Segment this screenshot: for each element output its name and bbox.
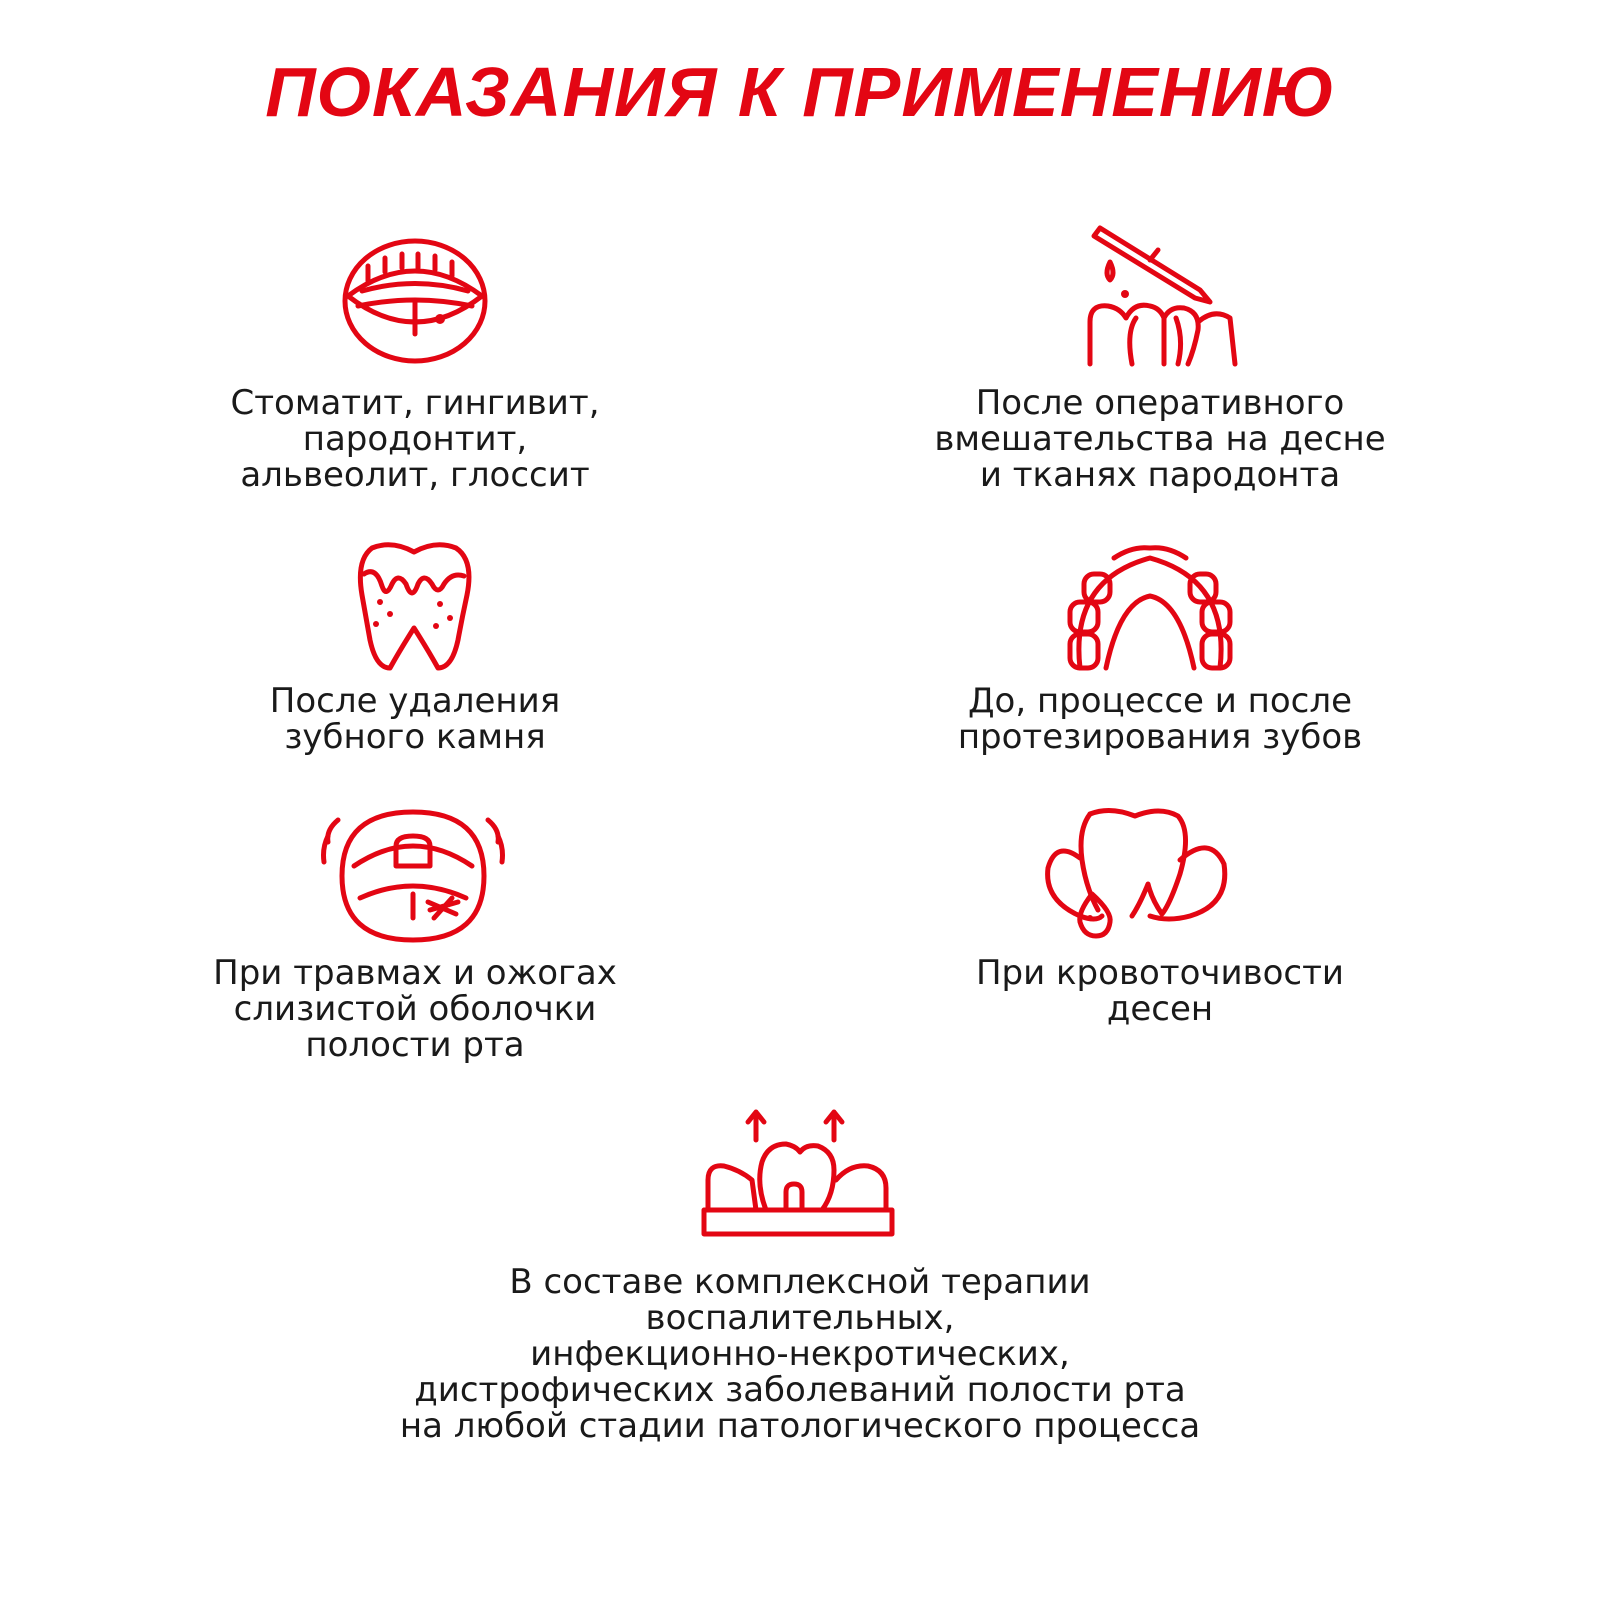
denture-arch-icon xyxy=(1060,540,1240,675)
caption-line: После оперативного xyxy=(975,383,1345,423)
caption-line: дистрофических заболеваний полости рта xyxy=(414,1370,1186,1410)
caption-line: вмешательства на десне xyxy=(934,419,1386,459)
bleeding-gum-icon xyxy=(1040,804,1230,944)
item-caption-4 xyxy=(880,683,1440,755)
item-caption-2 xyxy=(880,385,1440,493)
item-caption-1 xyxy=(160,385,670,493)
caption-line: пародонтит, xyxy=(302,419,528,459)
caption-line: Стоматит, гингивит, xyxy=(230,383,600,423)
caption-line: на любой стадии патологического процесса xyxy=(399,1406,1201,1446)
caption-line: До, процессе и после xyxy=(967,681,1353,721)
item-caption-3 xyxy=(160,683,670,755)
caption-line: и тканях пародонта xyxy=(979,455,1341,495)
caption-line: протезирования зубов xyxy=(957,717,1363,757)
mouth-burn-icon xyxy=(318,806,508,946)
caption-line: десен xyxy=(1106,989,1214,1029)
caption-line: слизистой оболочки xyxy=(233,989,597,1029)
item-caption-5 xyxy=(160,955,670,1063)
caption-line: При травмах и ожогах xyxy=(213,953,617,993)
page-title: ПОКАЗАНИЯ К ПРИМЕНЕНИЮ xyxy=(265,53,1336,131)
caption-line: полости рта xyxy=(305,1025,525,1065)
open-mouth-icon xyxy=(340,236,490,366)
item-caption-7 xyxy=(330,1264,1270,1444)
caption-line: зубного камня xyxy=(284,717,546,757)
caption-line: В составе комплексной терапии xyxy=(509,1262,1091,1302)
item-caption-6 xyxy=(880,955,1440,1027)
caption-line: альвеолит, глоссит xyxy=(240,455,590,495)
caption-line: инфекционно-некротических, xyxy=(530,1334,1070,1374)
caption-line: воспалительных, xyxy=(645,1298,955,1338)
teeth-gum-arrows-icon xyxy=(700,1108,900,1238)
caption-line: При кровоточивости xyxy=(975,953,1345,993)
tartar-tooth-icon xyxy=(352,540,477,675)
scalpel-gum-icon xyxy=(1080,222,1245,372)
caption-line: После удаления xyxy=(269,681,561,721)
